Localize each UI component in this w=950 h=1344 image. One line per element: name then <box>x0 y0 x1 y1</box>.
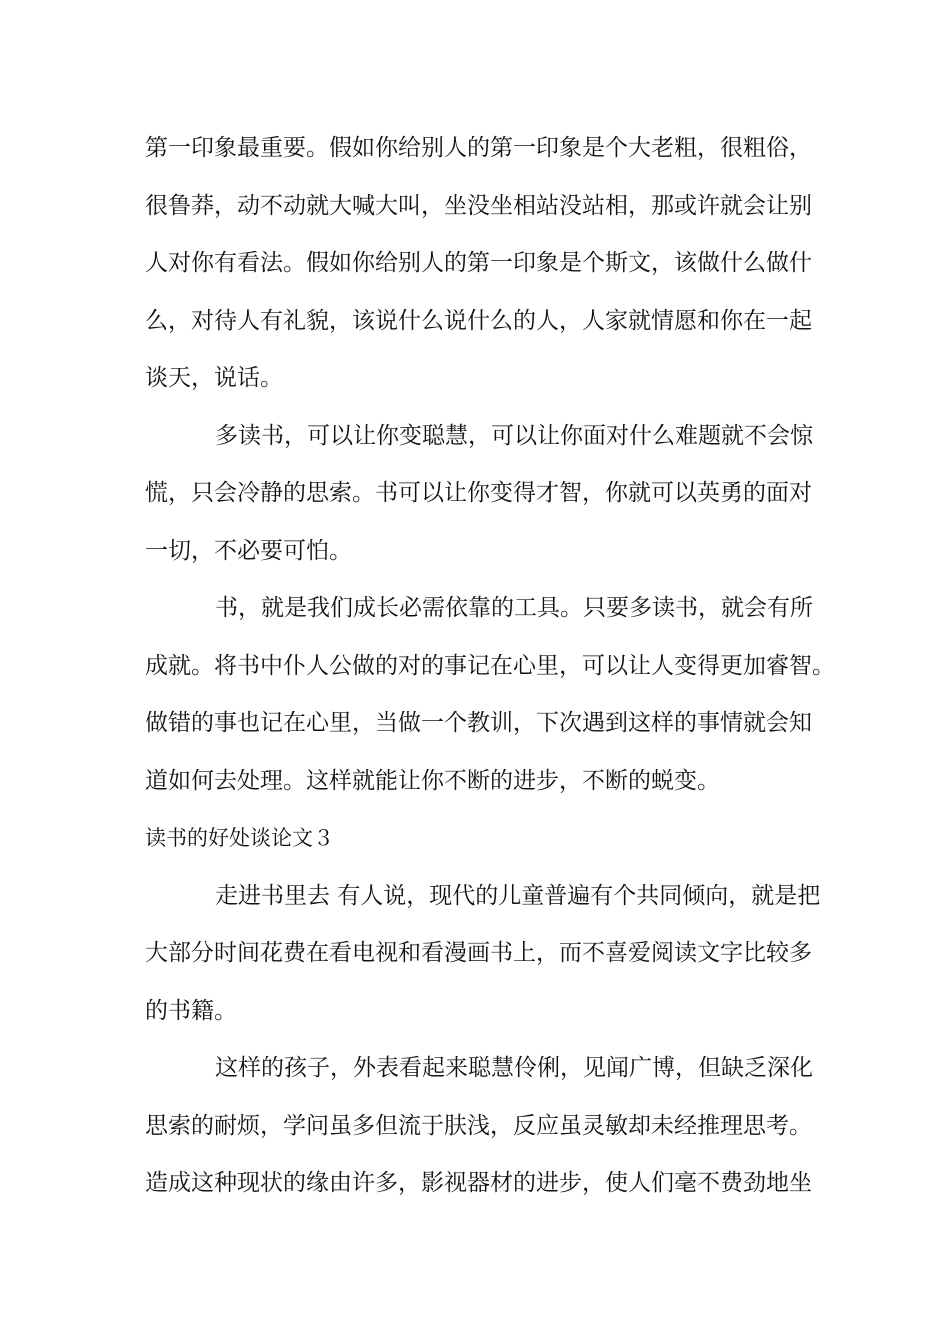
text-line: 造成这种现状的缘由许多，影视器材的进步，使人们毫不费劲地坐 <box>145 1170 812 1196</box>
text-line: 思索的耐烦，学问虽多但流于肤浅，反应虽灵敏却未经推理思考。 <box>145 1112 812 1139</box>
text-line: 谈天，说话。 <box>145 365 283 391</box>
text-line: 书，就是我们成长必需依靠的工具。只要多读书，就会有所 <box>215 595 813 621</box>
text-line: 多读书，可以让你变聪慧，可以让你面对什么难题就不会惊 <box>215 422 813 449</box>
text-line: 成就。将书中仆人公做的对的事记在心里，可以让人变得更加睿智。 <box>145 652 835 679</box>
text-line: 么，对待人有礼貌，该说什么说什么的人，人家就情愿和你在一起 <box>145 307 812 334</box>
text-line: 的书籍。 <box>145 997 237 1024</box>
text-line: 第一印象最重要。假如你给别人的第一印象是个大老粗，很粗俗， <box>145 135 812 161</box>
text-line: 这样的孩子，外表看起来聪慧伶俐，见闻广博，但缺乏深化 <box>215 1055 813 1081</box>
paragraph-into-books <box>145 868 825 1041</box>
paragraph-books-tool <box>145 580 835 810</box>
paragraph-such-children <box>145 1040 825 1213</box>
paragraph-read-more <box>145 408 825 581</box>
text-line: 大部分时间花费在看电视和看漫画书上，而不喜爱阅读文字比较多 <box>145 940 812 966</box>
document-page <box>145 120 835 1213</box>
paragraph-first-impression <box>145 120 825 408</box>
text-line: 道如何去处理。这样就能让你不断的进步，不断的蜕变。 <box>145 767 720 794</box>
text-line: 慌，只会冷静的思索。书可以让你变得才智，你就可以英勇的面对 <box>145 480 812 506</box>
text-line: 做错的事也记在心里，当做一个教训，下次遇到这样的事情就会知 <box>145 710 812 736</box>
text-line: 一切，不必要可怕。 <box>145 537 352 564</box>
section-heading: 读书的好处谈论文３ <box>145 826 334 850</box>
text-line: 走进书里去 有人说，现代的儿童普遍有个共同倾向，就是把 <box>215 882 821 909</box>
text-line: 人对你有看法。假如你给别人的第一印象是个斯文，该做什么做什 <box>145 250 812 276</box>
text-line: 很鲁莽，动不动就大喊大叫，坐没坐相站没站相，那或许就会让别 <box>145 192 812 219</box>
